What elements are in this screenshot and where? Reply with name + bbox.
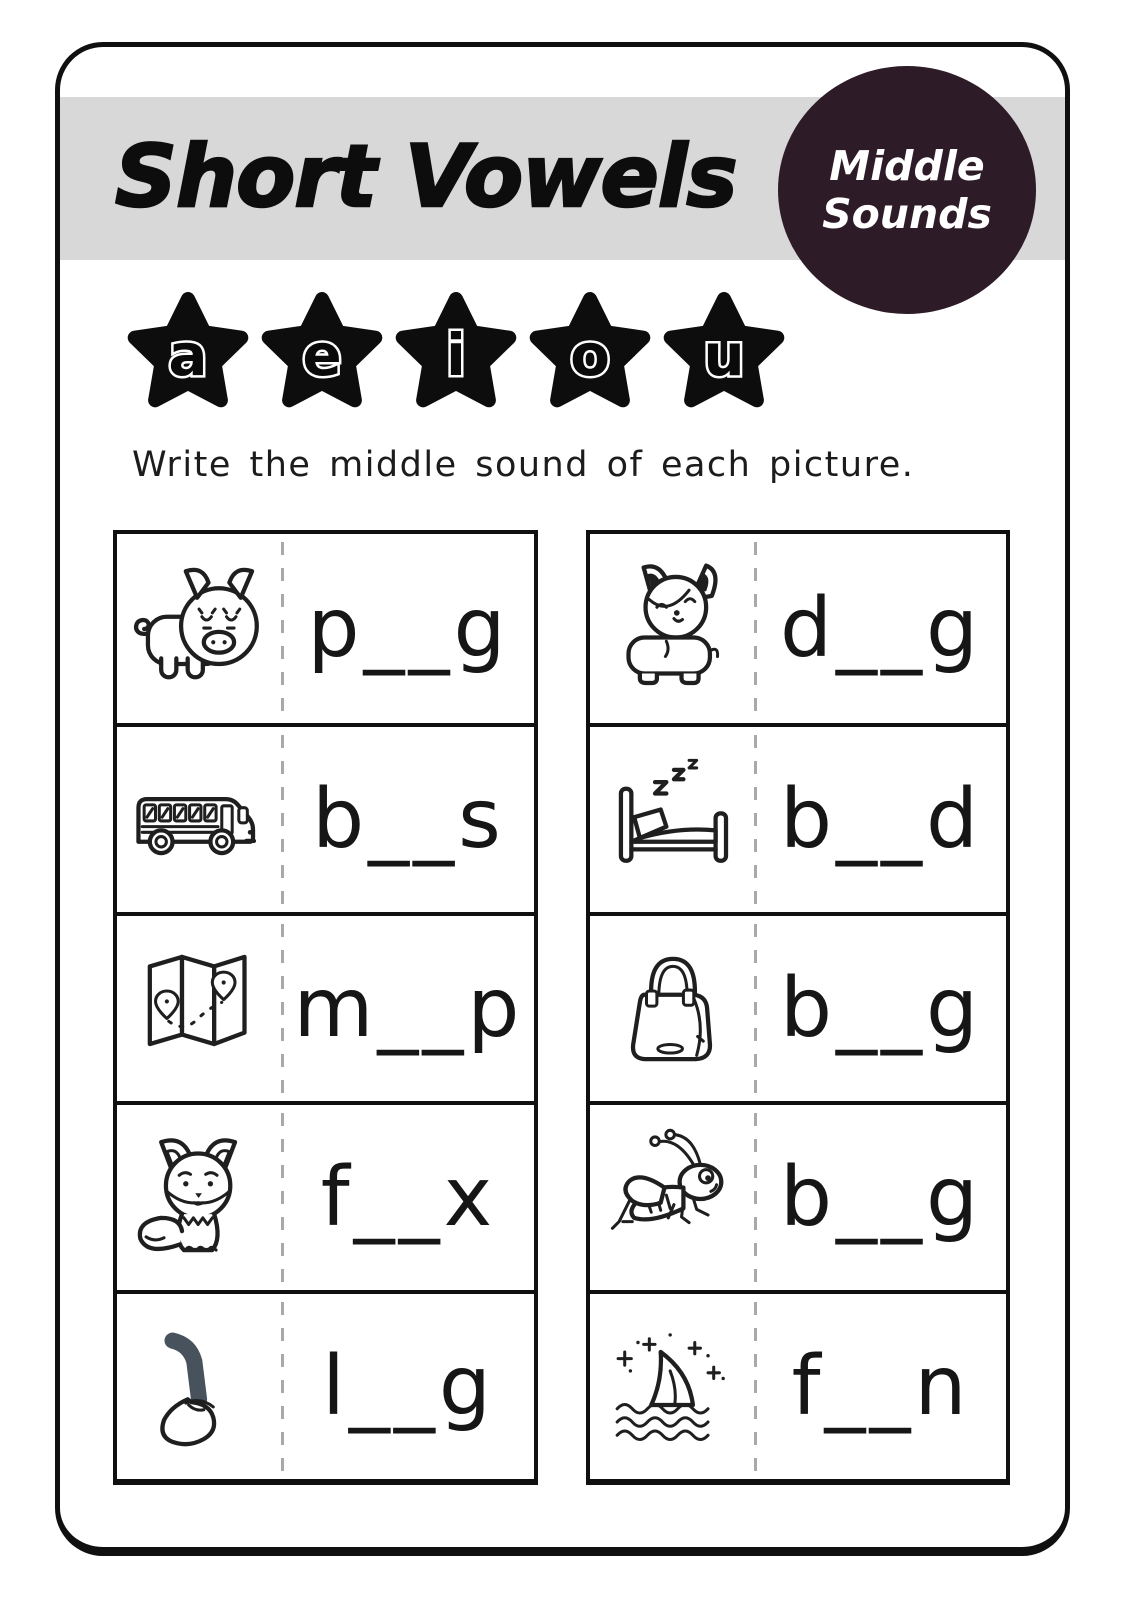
star-icon-o (526, 287, 654, 419)
answer-word: f__n (791, 1339, 971, 1434)
answer-word: f__x (320, 1150, 497, 1245)
table-row-leg (117, 1290, 534, 1479)
answer-word: b__g (779, 1150, 983, 1245)
bag-icon (602, 934, 744, 1084)
pig-icon (129, 554, 271, 704)
shark-fin-icon (602, 1312, 744, 1462)
vowel-stars-row (124, 287, 788, 419)
star-icon-e (258, 287, 386, 419)
map-icon (129, 934, 271, 1084)
picture-cell (117, 1294, 283, 1479)
answer-word: b__d (779, 772, 983, 867)
vowel-letter-u: u (703, 321, 745, 389)
page-title: Short Vowels (115, 127, 737, 227)
table-row-bed (590, 723, 1006, 912)
answer-word: m__p (293, 961, 524, 1056)
picture-cell (117, 727, 283, 912)
vowel-letter-o: o (570, 321, 610, 389)
table-row-bug (590, 1101, 1006, 1290)
star-icon-u (660, 287, 788, 419)
picture-cell (117, 1105, 283, 1290)
picture-cell (590, 1294, 756, 1479)
picture-cell (590, 727, 756, 912)
fox-icon (129, 1123, 271, 1273)
worksheet-table-right (586, 530, 1010, 1485)
answer-word: b__g (779, 961, 983, 1056)
star-icon-i (392, 287, 520, 419)
table-row-map (117, 912, 534, 1101)
badge-line-1: Middle (829, 141, 985, 190)
answer-word: l__g (322, 1339, 495, 1434)
bed-icon (602, 745, 744, 895)
answer-word: d__g (779, 581, 983, 676)
dog-icon (602, 554, 744, 704)
worksheet-table-left (113, 530, 538, 1485)
answer-word: b__s (312, 772, 505, 867)
leg-icon (129, 1312, 271, 1462)
picture-cell (590, 916, 756, 1101)
picture-cell (117, 916, 283, 1101)
picture-cell (590, 1105, 756, 1290)
table-row-dog (590, 534, 1006, 723)
star-icon-a (124, 287, 252, 419)
vowel-letter-a: a (168, 321, 208, 389)
picture-cell (117, 534, 283, 723)
vowel-letter-i: i (446, 321, 466, 389)
picture-cell (590, 534, 756, 723)
answer-word: p__g (307, 581, 510, 676)
table-row-bag (590, 912, 1006, 1101)
middle-sounds-badge (778, 66, 1036, 314)
instruction-text: Write the middle sound of each picture. (132, 445, 915, 485)
table-row-pig (117, 534, 534, 723)
grasshopper-icon (602, 1123, 744, 1273)
vowel-letter-e: e (302, 321, 342, 389)
badge-line-2: Sounds (822, 190, 992, 238)
table-row-bus (117, 723, 534, 912)
worksheet-page (55, 42, 1070, 1556)
school-bus-icon (129, 745, 271, 895)
table-row-fin (590, 1290, 1006, 1479)
table-row-fox (117, 1101, 534, 1290)
